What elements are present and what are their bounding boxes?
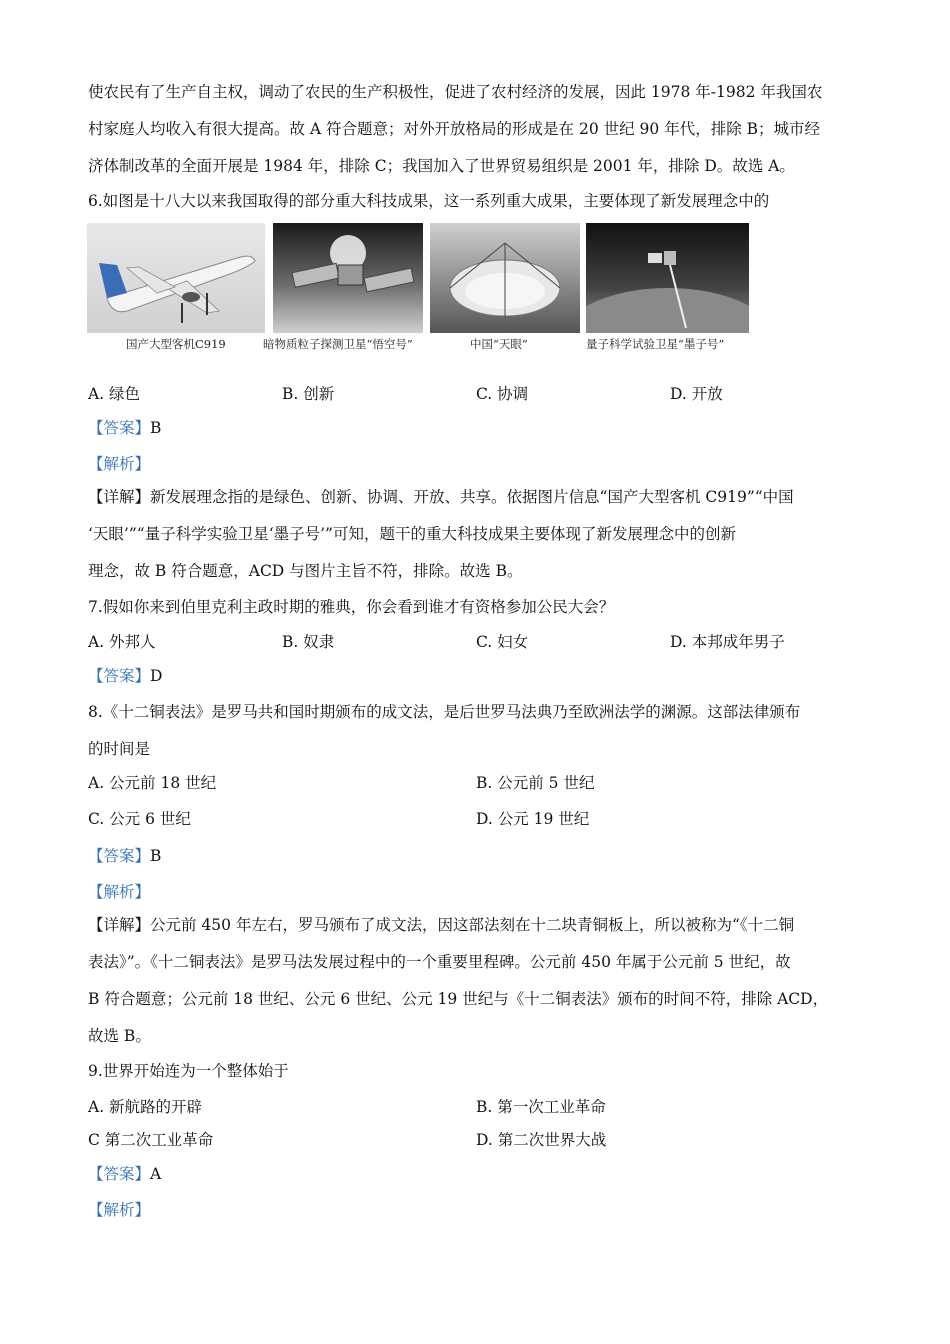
q5-text-line-1: 使农民有了生产自主权，调动了农民的生产积极性，促进了农村经济的发展，因此 1978 年-1982 年我国农 [88,83,823,101]
mozi-satellite-image [586,223,749,333]
detail-tag: 【详解】 [88,488,151,506]
caption-c919: 国产大型客机C919 [126,337,226,351]
q8-option-d: D. 公元 19 世纪 [476,810,590,828]
q8-stem-line-2: 的时间是 [88,740,151,758]
answer-tag: 【答案】 [88,419,151,437]
c919-airplane-image [87,223,265,333]
answer-value: B [150,419,162,437]
q7-option-a: A. 外邦人 [88,633,156,651]
q8-stem-line-1: 8.《十二铜表法》是罗马共和国时期颁布的成文法，是后世罗马法典乃至欧洲法学的渊源。这部法律颁布 [88,703,801,721]
q6-analysis-tag: 【解析】 [88,455,151,473]
q8-detail-line-4: 故选 B。 [88,1027,151,1045]
q7-answer [88,666,162,686]
q6-stem: 6.如图是十八大以来我国取得的部分重大科技成果，这一系列重大成果，主要体现了新发展理念中的 [88,192,770,210]
q6-detail-line-1 [88,487,794,507]
q8-detail-line-3: B 符合题意；公元前 18 世纪、公元 6 世纪、公元 19 世纪与《十二铜表法》颁布的时间不符，排除 ACD， [88,990,829,1008]
q8-detail-line-2: 表法》”。《十二铜表法》是罗马法发展过程中的一个重要里程碑。公元前 450 年属于公元前 5 世纪，故 [88,953,791,971]
answer-value: B [150,847,162,865]
q9-option-d: D. 第二次世界大战 [476,1131,607,1149]
caption-mozi: 量子科学试验卫星“墨子号” [586,337,725,351]
answer-value: A [150,1165,162,1183]
detail-text: 公元前 450 年左右，罗马颁布了成文法，因这部法刻在十二块青铜板上，所以被称为“《十二铜 [150,916,795,934]
q9-stem: 9.世界开始连为一个整体始于 [88,1062,289,1080]
q6-detail-line-2: ‘天眼’”“量子科学实验卫星‘墨子号’”可知，题干的重大科技成果主要体现了新发展理念中的创新 [88,525,736,543]
answer-tag: 【答案】 [88,1165,151,1183]
q5-text-line-2: 村家庭人均收入有很大提高。故 A 符合题意；对外开放格局的形成是在 20 世纪 90 年代，排除 B；城市经 [88,120,821,138]
tianyan-telescope-image [430,223,580,333]
caption-tianyan: 中国“天眼” [470,337,528,351]
q8-option-b: B. 公元前 5 世纪 [476,774,595,792]
q8-analysis-tag: 【解析】 [88,883,151,901]
q5-text-line-3: 济体制改革的全面开展是 1984 年，排除 C；我国加入了世界贸易组织是 2001 年，排除 D。故选 A。 [88,157,795,175]
detail-text: 新发展理念指的是绿色、创新、协调、开放、共享。依据图片信息“国产大型客机 C919”“中国 [150,488,794,506]
q7-option-b: B. 奴隶 [282,633,335,651]
q6-answer [88,418,161,438]
answer-value: D [150,667,163,685]
q9-analysis-tag: 【解析】 [88,1201,151,1219]
q7-option-d: D. 本邦成年男子 [670,633,785,651]
answer-tag: 【答案】 [88,667,151,685]
q9-answer [88,1164,161,1184]
q6-option-b: B. 创新 [282,385,335,403]
wukong-satellite-image [273,223,423,333]
q8-option-c: C. 公元 6 世纪 [88,810,191,828]
q6-detail-line-3: 理念，故 B 符合题意，ACD 与图片主旨不符，排除。故选 B。 [88,562,523,580]
caption-wukong: 暗物质粒子探测卫星“悟空号” [263,337,413,351]
q8-option-a: A. 公元前 18 世纪 [88,774,217,792]
q9-option-c: C 第二次工业革命 [88,1131,214,1149]
q6-option-a: A. 绿色 [88,385,141,403]
q6-option-c: C. 协调 [476,385,529,403]
q8-answer [88,846,161,866]
q7-option-c: C. 妇女 [476,633,529,651]
q8-detail-line-1 [88,915,794,935]
detail-tag: 【详解】 [88,916,151,934]
q9-option-a: A. 新航路的开辟 [88,1098,203,1116]
q7-stem: 7.假如你来到伯里克利主政时期的雅典，你会看到谁才有资格参加公民大会？ [88,598,615,616]
q6-option-d: D. 开放 [670,385,723,403]
q9-option-b: B. 第一次工业革命 [476,1098,606,1116]
answer-tag: 【答案】 [88,847,151,865]
